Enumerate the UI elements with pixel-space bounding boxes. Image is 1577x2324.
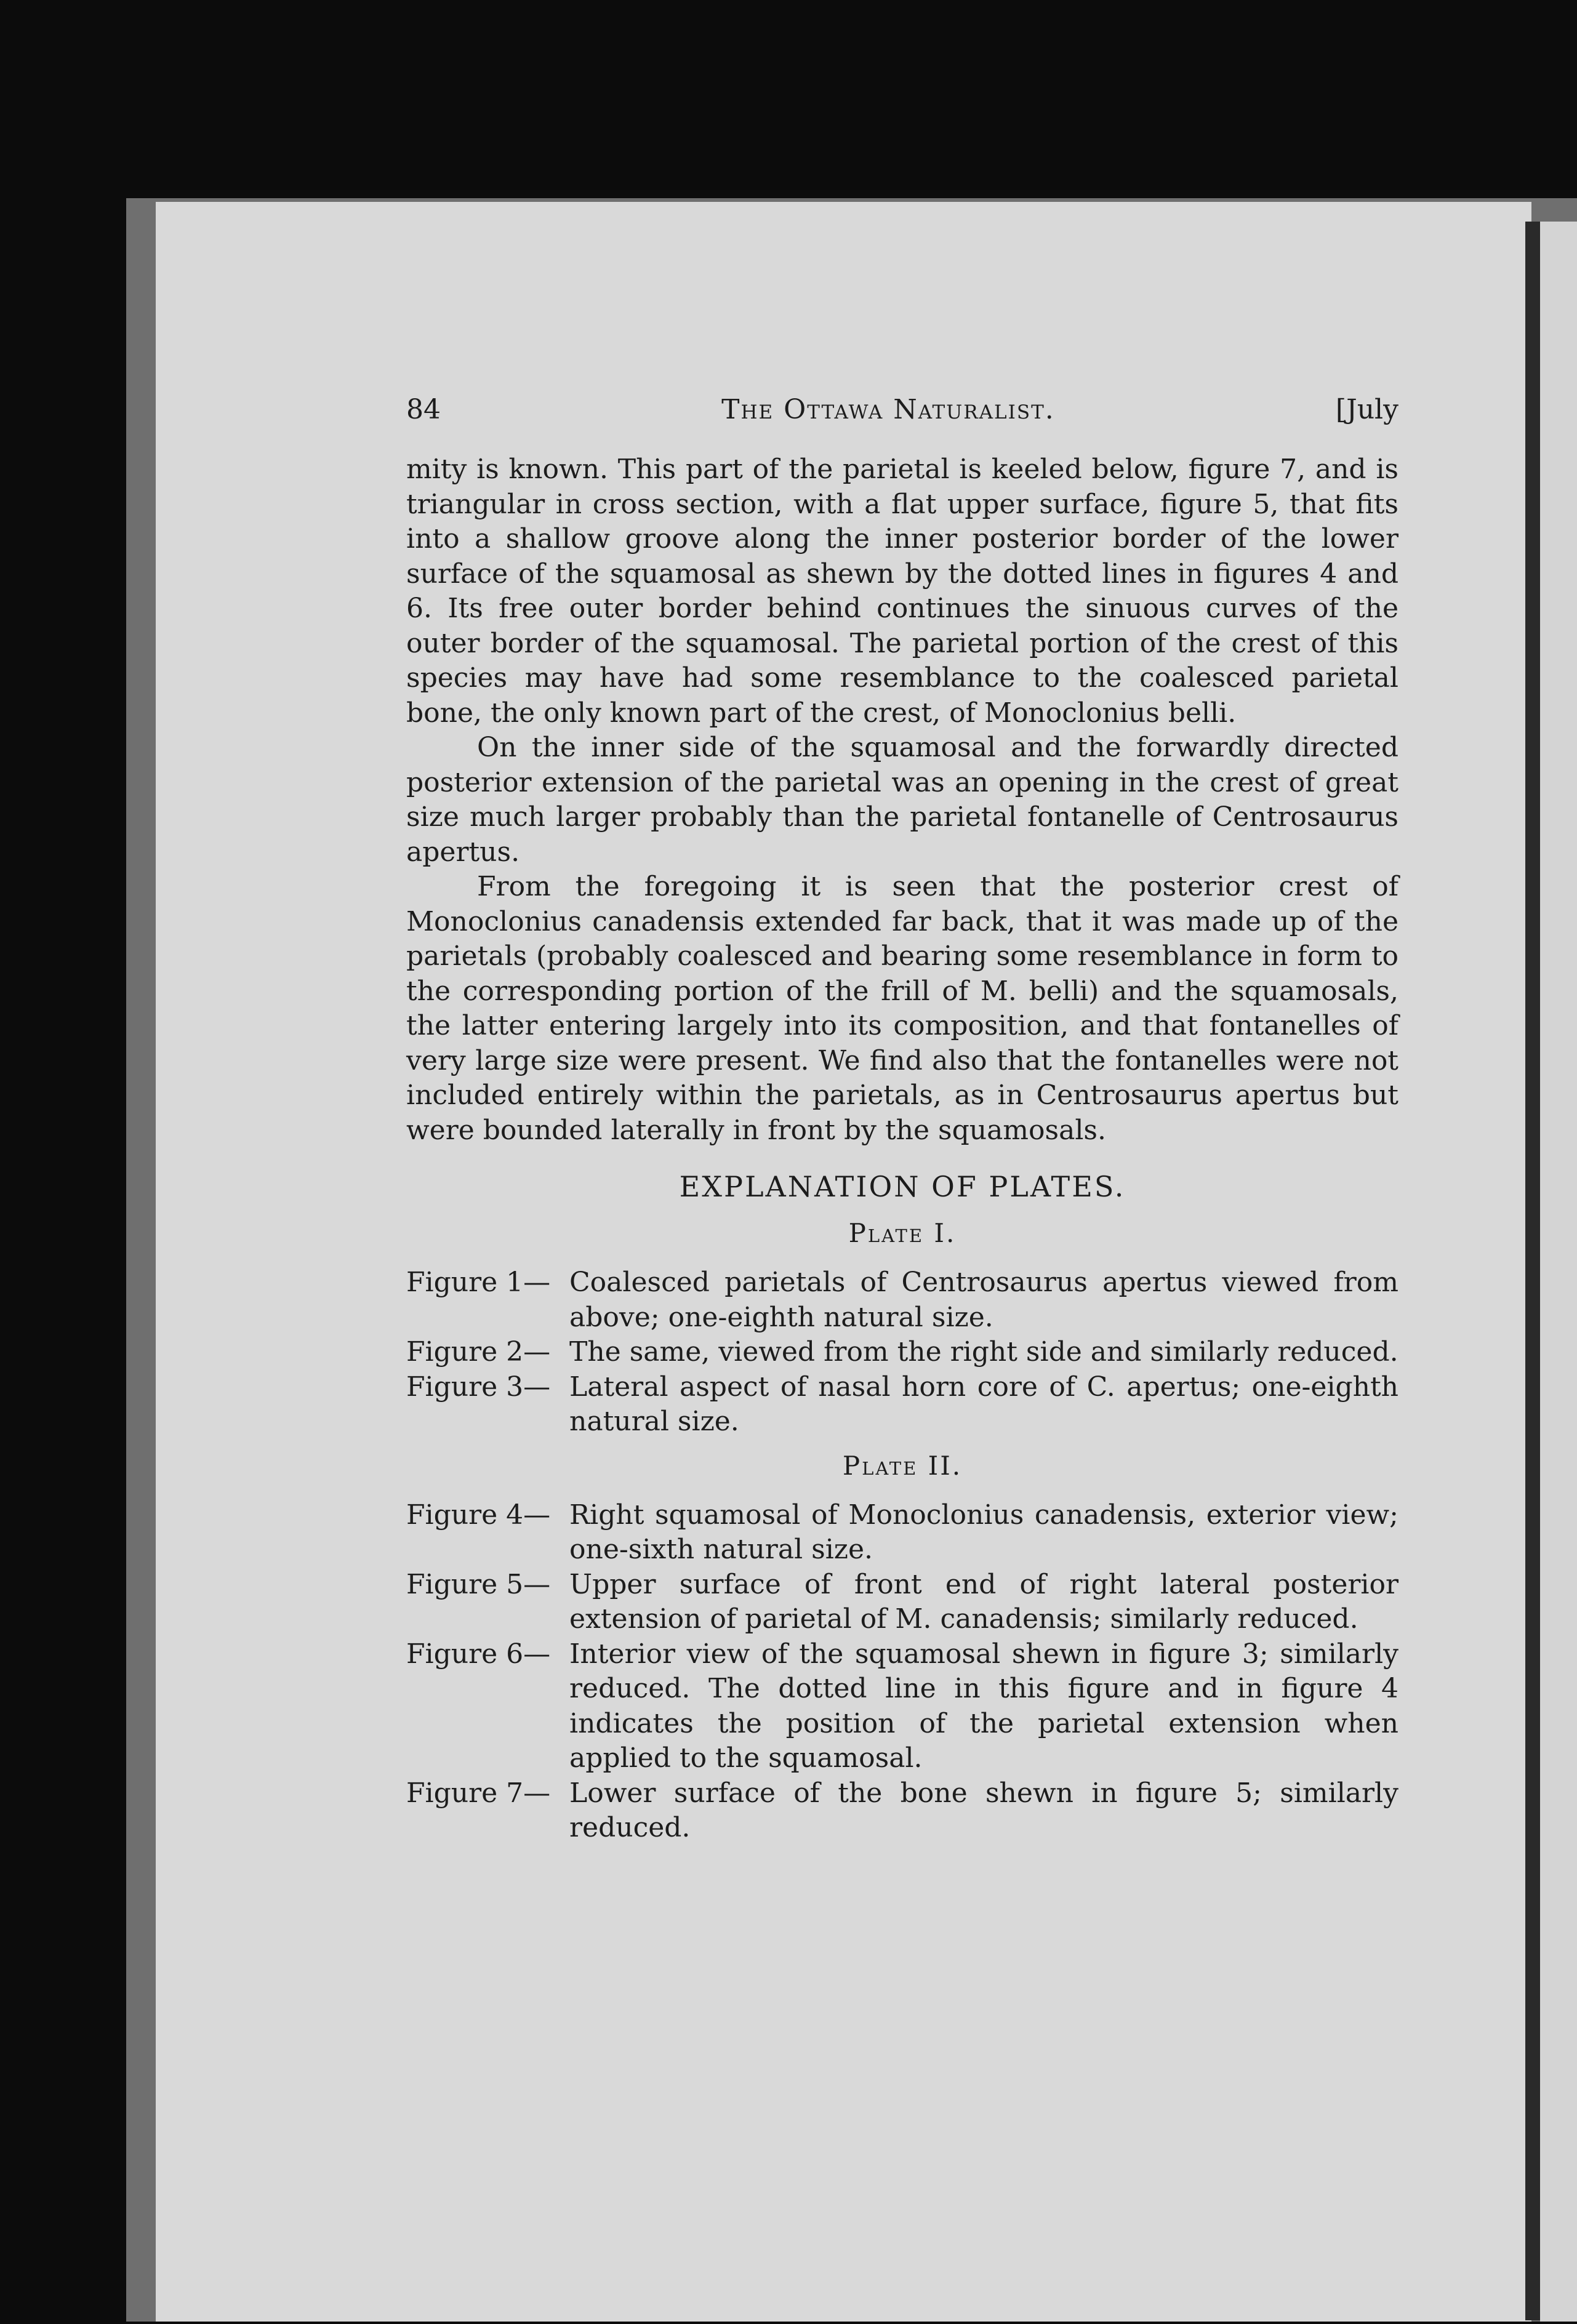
figure-caption [406, 1637, 1398, 1776]
page-number: 84 [406, 394, 441, 425]
figure-caption [406, 1335, 1398, 1370]
plate-heading: Plate I. [848, 1218, 957, 1248]
body-paragraph: mity is known. This part of the parietal is keeled below, figure 7, and is triangular in cross section, with a flat upper surface, figure 5, that fits into a shallow groove along the inner posterior border of the lower surface of the squamosal as shewn by the dotted lines in figures 4 and 6. Its free outer border behind continues the sinuous curves of the outer border of the squamosal. The parietal portion of the crest of this species may have had some resemblance to the coalesced parietal bone, the only known part of the crest, of Monoclonius belli. [406, 454, 1398, 729]
figure-caption [406, 1776, 1398, 1846]
figure-text: Lower surface of the bone shewn in figure 5; similarly reduced. [569, 1777, 1398, 1843]
figure-caption [406, 1568, 1398, 1637]
figure-text: Upper surface of front end of right lateral posterior extension of parietal of M. canadensis; similarly reduced. [569, 1568, 1398, 1635]
figure-text: Coalesced parietals of Centrosaurus apertus viewed from above; one-eighth natural size. [569, 1267, 1398, 1333]
figure-label: Figure 3— [406, 1371, 551, 1403]
plate-heading: Plate II. [842, 1450, 963, 1481]
page-content [406, 394, 1398, 1846]
figure-text: Lateral aspect of nasal horn core of C. apertus; one-eighth natural size. [569, 1371, 1398, 1437]
figure-caption [406, 1265, 1398, 1335]
figure-label: Figure 7— [406, 1777, 551, 1809]
section-heading: EXPLANATION OF PLATES. [679, 1170, 1126, 1203]
page-gutter [1525, 222, 1540, 2320]
issue-month: [July [1335, 394, 1398, 425]
body-paragraph: On the inner side of the squamosal and the forwardly directed posterior extension of the parietal was an opening in the crest of great size much larger probably than the parietal fontanelle of Centrosaurus apertus. [406, 732, 1398, 868]
body-paragraph: From the foregoing it is seen that the posterior crest of Monoclonius canadensis extended far back, that it was made up of the parietals (probably coalesced and bearing some resemblance in form to the corresponding portion of the frill of M. belli) and the squamosals, the latter entering largely into its composition, and that fontanelles of very large size were present. We find also that the fontanelles were not included entirely within the parietals, as in Centrosaurus apertus but were bounded laterally in front by the squamosals. [406, 871, 1398, 1146]
figure-label: Figure 5— [406, 1568, 551, 1600]
figure-label: Figure 6— [406, 1638, 551, 1670]
running-header [406, 394, 1398, 425]
figure-caption [406, 1498, 1398, 1568]
figure-label: Figure 2— [406, 1336, 551, 1368]
figure-label: Figure 1— [406, 1267, 551, 1298]
figure-text: The same, viewed from the right side and similarly reduced. [569, 1336, 1398, 1368]
next-page-edge [1540, 222, 1577, 2322]
figure-caption [406, 1370, 1398, 1440]
journal-title: The Ottawa Naturalist. [721, 394, 1055, 425]
figure-text: Interior view of the squamosal shewn in figure 3; similarly reduced. The dotted line in this figure and in figure 4 indicates the position of the parietal extension when applied to the squamosal. [569, 1638, 1398, 1774]
figure-text: Right squamosal of Monoclonius canadensis, exterior view; one-sixth natural size. [569, 1499, 1398, 1565]
figure-label: Figure 4— [406, 1499, 551, 1531]
